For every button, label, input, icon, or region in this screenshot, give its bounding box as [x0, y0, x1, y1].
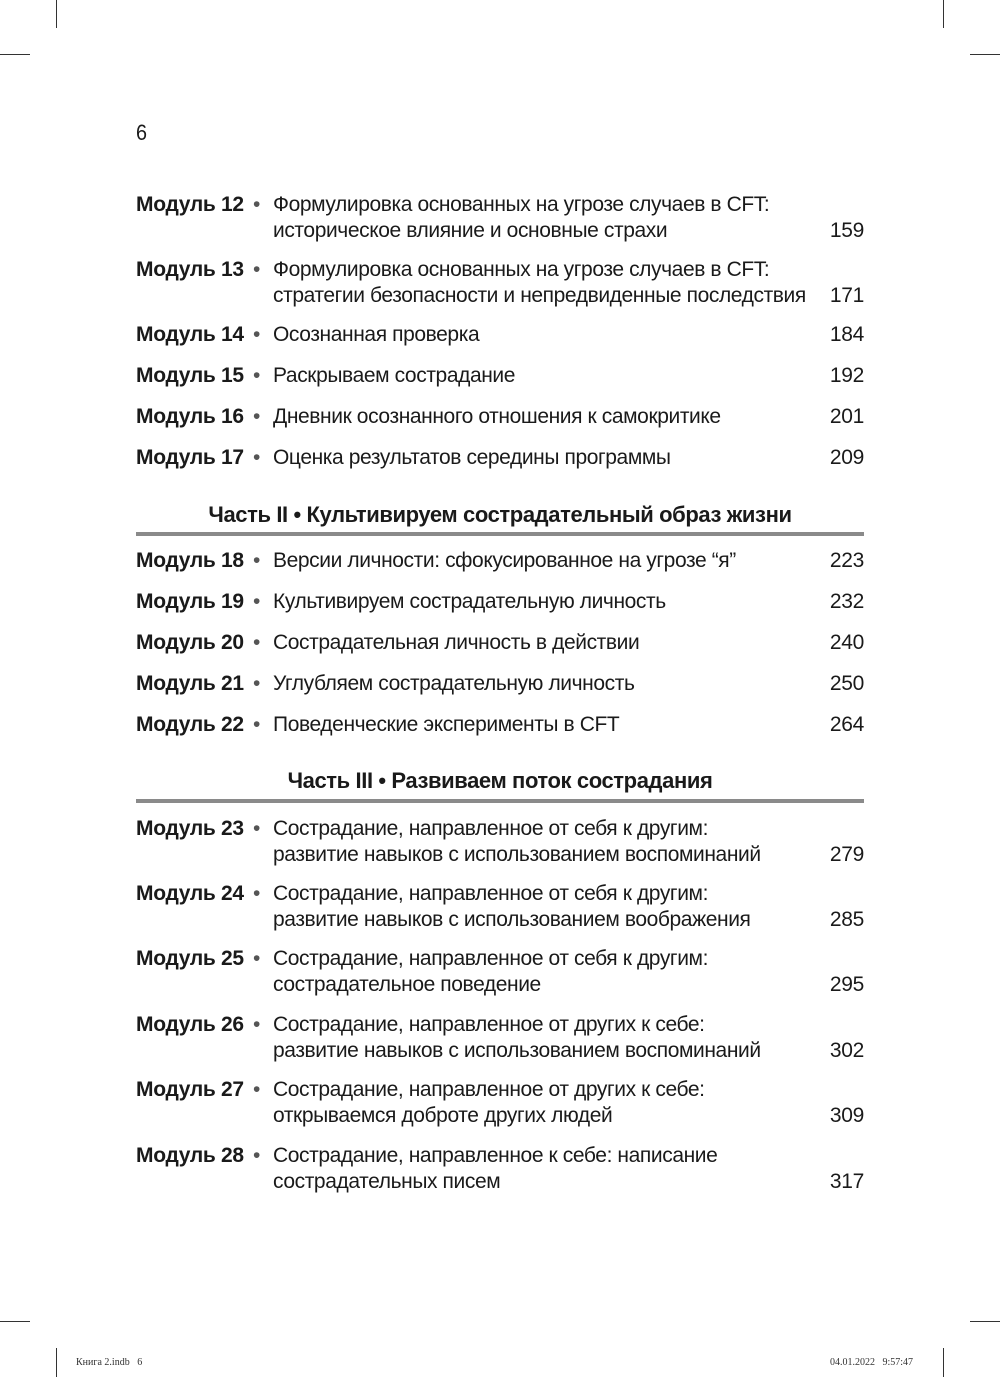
entry-title-line: Сострадание, направленное от себя к другим: [273, 882, 708, 905]
page-ref: 223 [829, 549, 864, 572]
module-label: Модуль 26 [136, 1013, 244, 1036]
page-ref: 279 [829, 843, 864, 866]
entry-title-line: Поведенческие эксперименты в CFT [273, 713, 620, 736]
page-ref: 240 [829, 631, 864, 654]
entry-title [273, 712, 833, 738]
toc-entry [136, 589, 864, 615]
entry-title-line: Культивируем сострадательную личность [273, 590, 666, 613]
entry-title-line: Раскрываем сострадание [273, 364, 516, 387]
crop-mark [943, 0, 944, 28]
module-label: Модуль 13 [136, 258, 244, 281]
module-label: Модуль 23 [136, 817, 244, 840]
bullet-separator: • [253, 364, 261, 387]
page-ref: 232 [829, 590, 864, 613]
entry-title [273, 1143, 833, 1195]
entry-title [273, 322, 833, 348]
bullet-separator: • [253, 323, 261, 346]
bullet-separator: • [253, 817, 261, 840]
bullet-separator: • [253, 882, 261, 905]
toc-entry [136, 671, 864, 697]
entry-title [273, 363, 833, 389]
crop-mark [56, 1348, 57, 1377]
entry-title-line: развитие навыков с использованием воспоминаний [273, 843, 761, 866]
entry-title-line: Углубляем сострадательную личность [273, 672, 635, 695]
module-label: Модуль 14 [136, 323, 244, 346]
toc-entry [136, 712, 864, 738]
crop-mark [56, 0, 57, 28]
part-heading: Часть III • Развиваем поток сострадания [287, 768, 713, 793]
module-label: Модуль 27 [136, 1078, 244, 1101]
entry-title-line: развитие навыков с использованием воображения [273, 908, 751, 931]
toc-entry [136, 1077, 864, 1129]
slug-file: Книга 2.indb 6 [76, 1357, 143, 1368]
crop-mark [943, 1348, 944, 1377]
toc-entry [136, 363, 864, 389]
crop-mark [0, 1321, 30, 1322]
entry-title [273, 1012, 833, 1064]
page-ref: 264 [829, 713, 864, 736]
page-ref: 317 [829, 1170, 864, 1193]
part-divider [136, 799, 864, 803]
entry-title-line: Версии личности: сфокусированное на угрозе “я” [273, 549, 736, 572]
entry-title-line: сострадательное поведение [273, 973, 541, 996]
entry-title-line: Формулировка основанных на угрозе случаев в CFT: [273, 258, 770, 281]
toc-entry [136, 257, 864, 309]
entry-title-line: историческое влияние и основные страхи [273, 219, 668, 242]
toc-entry [136, 322, 864, 348]
bullet-separator: • [253, 258, 261, 281]
bullet-separator: • [253, 1013, 261, 1036]
toc-entry [136, 548, 864, 574]
page-ref: 209 [829, 446, 864, 469]
bullet-separator: • [253, 590, 261, 613]
entry-title-line: Оценка результатов середины программы [273, 446, 671, 469]
entry-title-line: Осознанная проверка [273, 323, 480, 346]
page-ref: 171 [829, 284, 864, 307]
entry-title [273, 1077, 833, 1129]
toc-entry [136, 445, 864, 471]
module-label: Модуль 22 [136, 713, 244, 736]
entry-title [273, 589, 833, 615]
entry-title-line: Сострадание, направленное от других к себе: [273, 1013, 705, 1036]
slug-datetime: 04.01.2022 9:57:47 [830, 1357, 914, 1368]
bullet-separator: • [253, 549, 261, 572]
entry-title [273, 671, 833, 697]
entry-title-line: сострадательных писем [273, 1170, 501, 1193]
toc-entry [136, 816, 864, 868]
entry-title [273, 881, 833, 933]
page-ref: 184 [829, 323, 864, 346]
page-ref: 302 [829, 1039, 864, 1062]
toc-entry [136, 881, 864, 933]
toc-entry [136, 404, 864, 430]
entry-title-line: Сострадание, направленное от других к себе: [273, 1078, 705, 1101]
entry-title [273, 404, 833, 430]
entry-title-line: Сострадание, направленное от себя к другим: [273, 947, 708, 970]
crop-mark [0, 54, 30, 55]
bullet-separator: • [253, 405, 261, 428]
module-label: Модуль 17 [136, 446, 244, 469]
bullet-separator: • [253, 446, 261, 469]
page-ref: 309 [829, 1104, 864, 1127]
entry-title [273, 192, 833, 244]
crop-mark [970, 1321, 1000, 1322]
entry-title [273, 946, 833, 998]
bullet-separator: • [253, 947, 261, 970]
crop-mark [970, 54, 1000, 55]
module-label: Модуль 16 [136, 405, 244, 428]
module-label: Модуль 24 [136, 882, 244, 905]
bullet-separator: • [253, 713, 261, 736]
entry-title-line: Сострадательная личность в действии [273, 631, 640, 654]
bullet-separator: • [253, 1078, 261, 1101]
entry-title [273, 548, 833, 574]
page-ref: 201 [829, 405, 864, 428]
page-number: 6 [136, 120, 148, 145]
module-label: Модуль 25 [136, 947, 244, 970]
toc-entry [136, 192, 864, 244]
entry-title [273, 630, 833, 656]
part-heading: Часть II • Культивируем сострадательный образ жизни [208, 502, 792, 527]
module-label: Модуль 21 [136, 672, 244, 695]
page-ref: 250 [829, 672, 864, 695]
entry-title [273, 816, 833, 868]
module-label: Модуль 28 [136, 1144, 244, 1167]
page-ref: 159 [829, 219, 864, 242]
page-ref: 295 [829, 973, 864, 996]
entry-title-line: Сострадание, направленное к себе: написание [273, 1144, 718, 1167]
toc-entry [136, 1012, 864, 1064]
entry-title-line: развитие навыков с использованием воспоминаний [273, 1039, 761, 1062]
entry-title-line: стратегии безопасности и непредвиденные последствия [273, 284, 806, 307]
bullet-separator: • [253, 1144, 261, 1167]
part-divider [136, 532, 864, 536]
toc-entry [136, 630, 864, 656]
toc-entry [136, 1143, 864, 1195]
entry-title-line: Сострадание, направленное от себя к другим: [273, 817, 708, 840]
entry-title-line: Формулировка основанных на угрозе случаев в CFT: [273, 193, 770, 216]
page-ref: 285 [829, 908, 864, 931]
module-label: Модуль 15 [136, 364, 244, 387]
module-label: Модуль 18 [136, 549, 244, 572]
page-ref: 192 [829, 364, 864, 387]
entry-title-line: открываемся доброте других людей [273, 1104, 613, 1127]
bullet-separator: • [253, 193, 261, 216]
module-label: Модуль 19 [136, 590, 244, 613]
bullet-separator: • [253, 672, 261, 695]
entry-title [273, 257, 833, 309]
module-label: Модуль 20 [136, 631, 244, 654]
entry-title-line: Дневник осознанного отношения к самокритике [273, 405, 721, 428]
toc-entry [136, 946, 864, 998]
entry-title [273, 445, 833, 471]
bullet-separator: • [253, 631, 261, 654]
module-label: Модуль 12 [136, 193, 244, 216]
